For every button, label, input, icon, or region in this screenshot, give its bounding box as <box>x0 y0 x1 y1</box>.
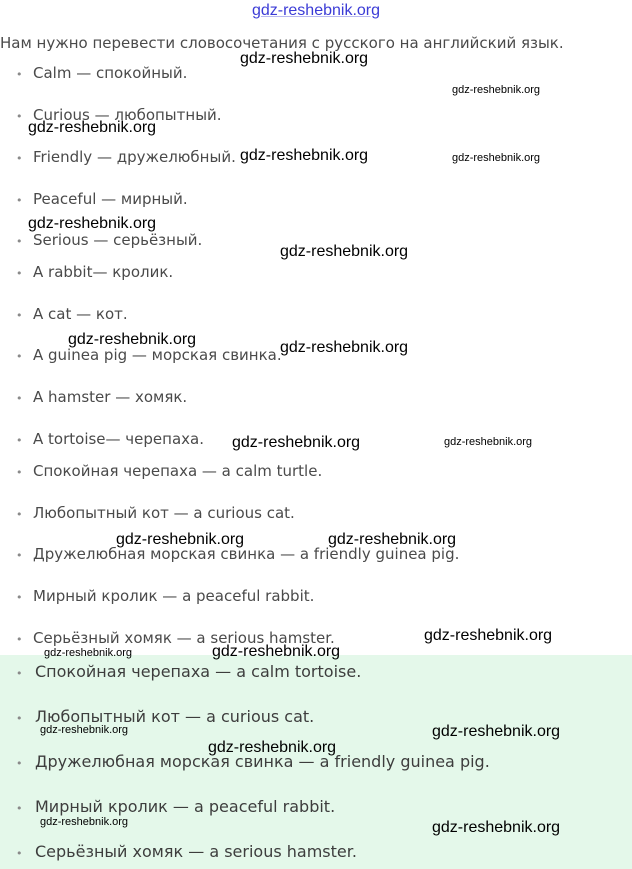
bullet-icon: • <box>16 68 23 81</box>
list-item-text: Serious — серьёзный. <box>33 231 203 249</box>
watermark: gdz-reshebnik.org <box>328 531 457 548</box>
watermark: gdz-reshebnik.org <box>44 647 133 659</box>
bullet-icon: • <box>16 309 23 322</box>
watermark: gdz-reshebnik.org <box>116 531 245 548</box>
watermark: gdz-reshebnik.org <box>212 643 341 660</box>
list-item-text: A guinea pig — морская свинка. <box>33 346 282 364</box>
bullet-icon: • <box>16 633 23 646</box>
list-item <box>0 261 632 285</box>
list-item <box>0 460 632 484</box>
list-item-text: Curious — любопытный. <box>33 106 222 124</box>
list-item-text: A hamster — хомяк. <box>33 388 188 406</box>
list-item <box>0 188 632 212</box>
watermark: gdz-reshebnik.org <box>280 339 409 356</box>
bullet-icon: • <box>16 235 23 248</box>
highlighted-item-text: Дружелюбная морская свинка — a friendly guinea pig. <box>35 752 490 771</box>
list-item <box>0 386 632 410</box>
header-watermark: gdz-reshebnik.org <box>251 2 381 19</box>
list-item <box>0 303 632 327</box>
list-item-text: A rabbit— кролик. <box>33 263 174 281</box>
watermark: gdz-reshebnik.org <box>208 739 337 756</box>
list-item-text: Серьёзный хомяк — a serious hamster. <box>33 629 335 647</box>
bullet-icon: • <box>16 757 23 770</box>
watermark: gdz-reshebnik.org <box>232 434 361 451</box>
watermark: gdz-reshebnik.org <box>240 50 369 67</box>
watermark: gdz-reshebnik.org <box>40 724 129 736</box>
intro-text: Нам нужно перевести словосочетания с русского на английский язык. <box>0 34 564 52</box>
bullet-icon: • <box>16 591 23 604</box>
list-item-text: A tortoise— черепаха. <box>33 430 204 448</box>
list-item <box>0 502 632 526</box>
watermark: gdz-reshebnik.org <box>68 331 197 348</box>
watermark: gdz-reshebnik.org <box>452 152 541 164</box>
highlighted-list-item <box>0 660 632 686</box>
list-item-text: A cat — кот. <box>33 305 128 323</box>
list-item <box>0 585 632 609</box>
bullet-icon: • <box>16 350 23 363</box>
bullet-icon: • <box>16 466 23 479</box>
watermark: gdz-reshebnik.org <box>40 816 129 828</box>
bullet-icon: • <box>16 194 23 207</box>
list-item <box>0 543 632 567</box>
watermark: gdz-reshebnik.org <box>28 215 157 232</box>
list-item-text: Дружелюбная морская свинка — a friendly guinea pig. <box>33 545 460 563</box>
bullet-icon: • <box>16 152 23 165</box>
watermark: gdz-reshebnik.org <box>432 819 561 836</box>
list-item-text: Peaceful — мирный. <box>33 190 188 208</box>
bullet-icon: • <box>16 667 23 680</box>
list-item-text: Любопытный кот — a curious cat. <box>33 504 295 522</box>
highlighted-item-text: Спокойная черепаха — a calm tortoise. <box>35 662 362 681</box>
watermark: gdz-reshebnik.org <box>424 627 553 644</box>
watermark: gdz-reshebnik.org <box>280 243 409 260</box>
bullet-icon: • <box>16 267 23 280</box>
watermark: gdz-reshebnik.org <box>432 723 561 740</box>
bullet-icon: • <box>16 802 23 815</box>
watermark: gdz-reshebnik.org <box>28 119 157 136</box>
highlighted-list-item <box>0 840 632 866</box>
watermark: gdz-reshebnik.org <box>452 84 541 96</box>
highlighted-item-text: Серьёзный хомяк — a serious hamster. <box>35 842 357 861</box>
highlighted-item-text: Мирный кролик — a peaceful rabbit. <box>35 797 336 816</box>
highlighted-item-text: Любопытный кот — a curious cat. <box>35 707 315 726</box>
bullet-icon: • <box>16 549 23 562</box>
list-item-text: Мирный кролик — a peaceful rabbit. <box>33 587 315 605</box>
bullet-icon: • <box>16 847 23 860</box>
bullet-icon: • <box>16 392 23 405</box>
bullet-icon: • <box>16 434 23 447</box>
bullet-icon: • <box>16 712 23 725</box>
bullet-icon: • <box>16 508 23 521</box>
list-item-text: Calm — спокойный. <box>33 64 188 82</box>
watermark: gdz-reshebnik.org <box>240 147 369 164</box>
list-item-text: Friendly — дружелюбный. <box>33 148 236 166</box>
bullet-icon: • <box>16 110 23 123</box>
watermark: gdz-reshebnik.org <box>444 436 533 448</box>
list-item-text: Спокойная черепаха — a calm turtle. <box>33 462 323 480</box>
